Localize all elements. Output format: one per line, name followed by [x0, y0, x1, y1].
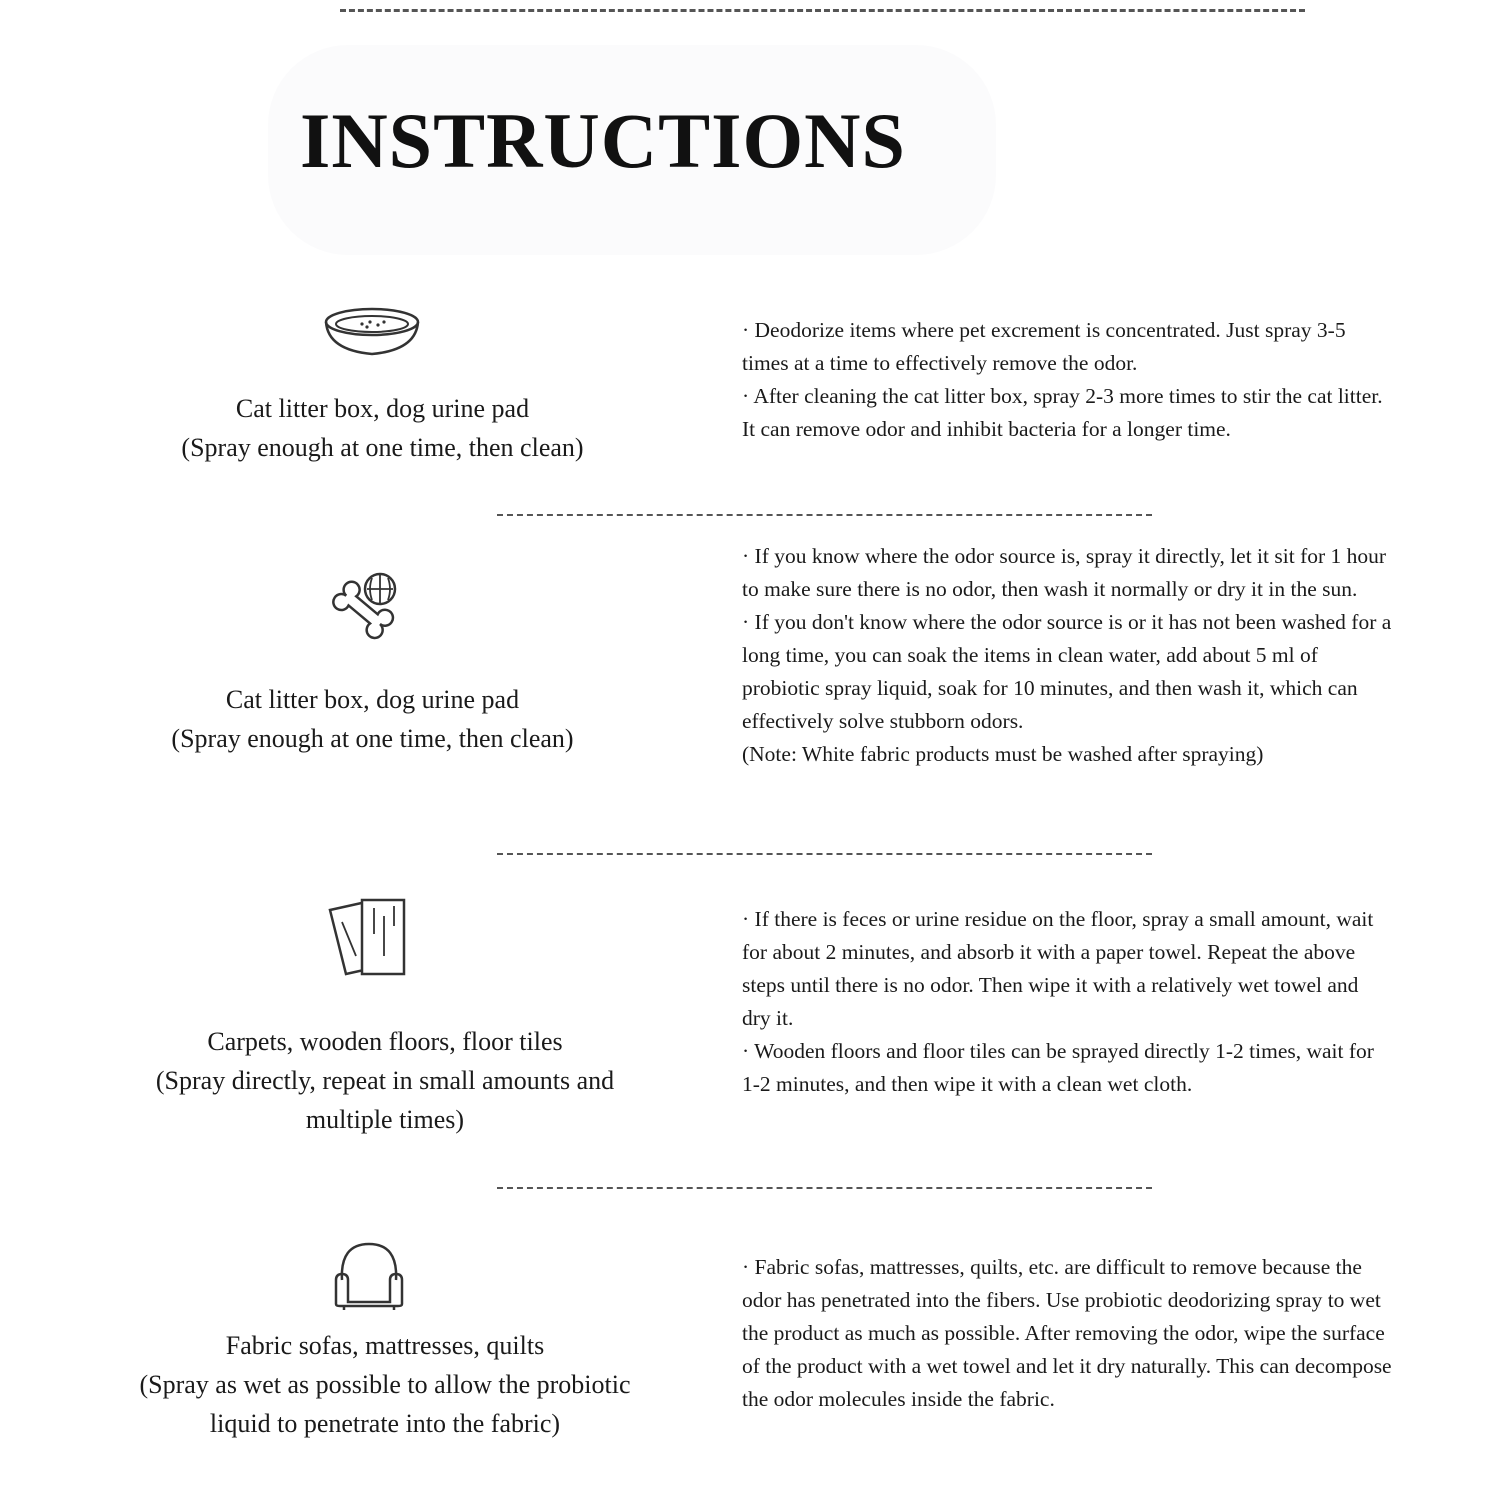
- section-label: Fabric sofas, mattresses, quilts (Spray as wet as possible to allow the probiotic liquid to penetrate into the fabric): [139, 1331, 631, 1438]
- section-divider: [497, 514, 1152, 516]
- section-description: · Deodorize items where pet excrement is concentrated. Just spray 3-5 times at a time to effectively remove the odor. · After cleaning the cat litter box, spray 2-3 more times to stir the cat litter. It can remove odor and inhibit bacteria for a longer time.: [742, 318, 1383, 441]
- section-divider: [497, 853, 1152, 855]
- section-label: Cat litter box, dog urine pad (Spray enough at one time, then clean): [171, 685, 574, 753]
- section-label: Cat litter box, dog urine pad (Spray enough at one time, then clean): [181, 394, 584, 462]
- litter-box-icon: [322, 304, 422, 360]
- sofa-icon: [332, 1240, 406, 1312]
- bone-ball-icon: [320, 570, 400, 652]
- section-description: · If you know where the odor source is, spray it directly, let it sit for 1 hour to make sure there is no odor, then wash it normally or dry it in the sun. · If you don't know where the odor source is or it has not been washed for a long time, you can soak the items in clean water, add about 5 ml of probiotic spray liquid, soak for 10 minutes, and then wash it, which can effectively solve stubborn odors. (Note: White fabric products must be washed after spraying): [742, 544, 1392, 766]
- page-title: INSTRUCTIONS: [300, 97, 906, 184]
- section-description: · Fabric sofas, mattresses, quilts, etc. are difficult to remove because the odor has penetrated into the fibers. Use probiotic deodorizing spray to wet the product as much as possible. After removing the odor, wipe the surface of the product with a wet towel and let it dry naturally. This can decompose the odor molecules inside the fabric.: [742, 1255, 1392, 1411]
- section-description: · If there is feces or urine residue on the floor, spray a small amount, wait for about 2 minutes, and absorb it with a paper towel. Repeat the above steps until there is no odor. Then wipe it with a relatively wet towel and dry it. · Wooden floors and floor tiles can be sprayed directly 1-2 times, wait for 1-2 minutes, and then wipe it with a clean wet cloth.: [742, 907, 1374, 1096]
- top-divider: [340, 9, 1305, 12]
- section-label: Carpets, wooden floors, floor tiles (Spray directly, repeat in small amounts and multiple times): [155, 1027, 615, 1134]
- section-divider: [497, 1187, 1152, 1189]
- floor-tiles-icon: [326, 896, 410, 978]
